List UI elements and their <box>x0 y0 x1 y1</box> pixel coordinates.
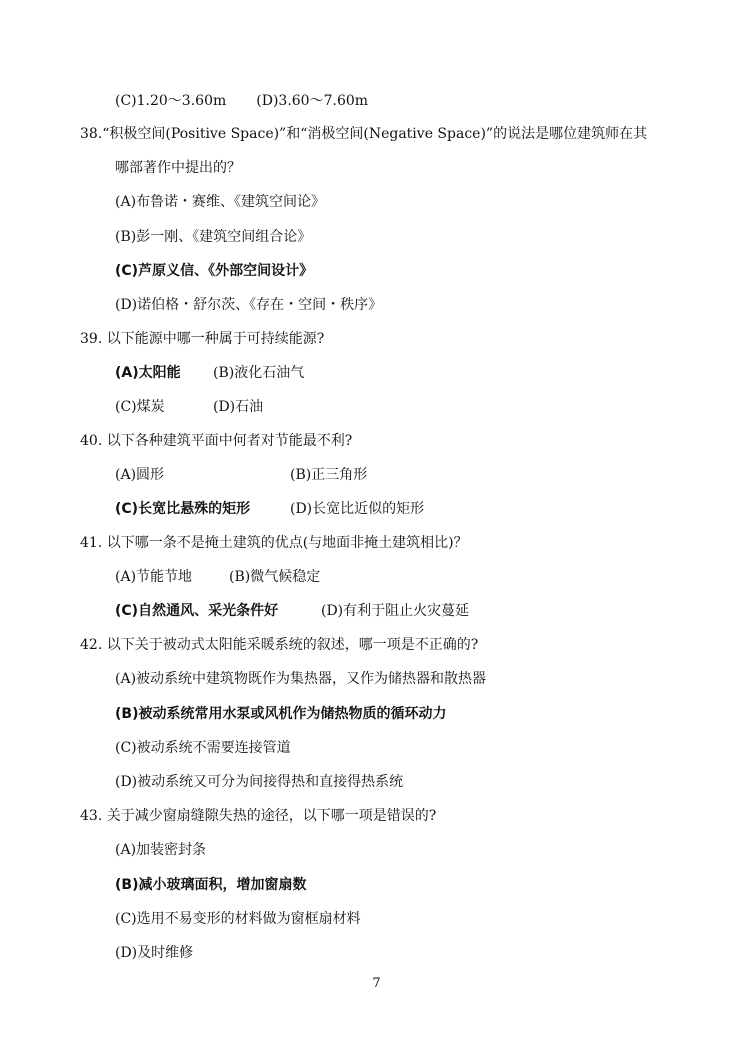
option-d: (D)及时维修 <box>115 945 194 961</box>
option-c: (C)选用不易变形的材料做为窗框扇材料 <box>115 911 361 927</box>
question-40: 40. 以下各种建筑平面中何者对节能最不利? <box>80 433 353 449</box>
option-c-answer: (C)长宽比悬殊的矩形 <box>115 501 251 517</box>
option-d: (D)诺伯格・舒尔茨、《存在・空间・秩序》 <box>115 297 383 313</box>
option-b: (B)正三角形 <box>290 467 368 483</box>
option-c: (C)1.20～3.60m <box>115 93 227 109</box>
page-number: 7 <box>372 976 381 991</box>
option-line <box>115 466 367 484</box>
option-c: (C)被动系统不需要连接管道 <box>115 740 291 756</box>
question-38-cont: 哪部著作中提出的？ <box>115 160 241 176</box>
option-b-answer: (B)被动系统常用水泵或风机作为储热物质的循环动力 <box>115 706 447 722</box>
option-line <box>115 568 320 586</box>
option-b-answer: (B)减小玻璃面积，增加窗扇数 <box>115 877 307 893</box>
option-a: (A)节能节地 <box>115 569 193 585</box>
option-b: (B)微气候稳定 <box>229 569 321 585</box>
option-c-answer: (C)芦原义信、《外部空间设计》 <box>115 263 314 279</box>
option-d: (D)长宽比近似的矩形 <box>290 501 425 517</box>
question-41: 41. 以下哪一条不是掩土建筑的优点(与地面非掩土建筑相比)？ <box>80 535 468 551</box>
option-d: (D)石油 <box>213 399 264 415</box>
option-a-answer: (A)太阳能 <box>115 365 181 381</box>
option-line <box>115 500 424 518</box>
option-a: (A)被动系统中建筑物既作为集热器，又作为储热器和散热器 <box>115 671 487 687</box>
question-43: 43. 关于减少窗扇缝隙失热的途径，以下哪一项是错误的? <box>80 808 437 824</box>
option-c: (C)煤炭 <box>115 399 165 415</box>
question-39: 39. 以下能源中哪一种属于可持续能源? <box>80 331 325 347</box>
question-42: 42. 以下关于被动式太阳能采暖系统的叙述，哪一项是不正确的? <box>80 637 479 653</box>
option-line <box>115 602 469 620</box>
option-a: (A)圆形 <box>115 467 165 483</box>
option-line <box>115 92 368 110</box>
question-38: 38.“积极空间(Positive Space)”和“消极空间(Negative Space)”的说法是哪位建筑师在其 <box>80 126 648 142</box>
option-b: (B)彭一刚、《建筑空间组合论》 <box>115 229 312 245</box>
option-d: (D)有利于阻止火灾蔓延 <box>321 603 470 619</box>
option-line <box>115 364 304 382</box>
option-d: (D)3.60～7.60m <box>256 93 369 109</box>
option-d: (D)被动系统又可分为间接得热和直接得热系统 <box>115 774 404 790</box>
option-line <box>115 398 263 416</box>
option-a: (A)布鲁诺・赛维、《建筑空间论》 <box>115 194 326 210</box>
option-c-answer: (C)自然通风、采光条件好 <box>115 603 279 619</box>
option-b: (B)液化石油气 <box>213 365 305 381</box>
option-a: (A)加装密封条 <box>115 842 207 858</box>
